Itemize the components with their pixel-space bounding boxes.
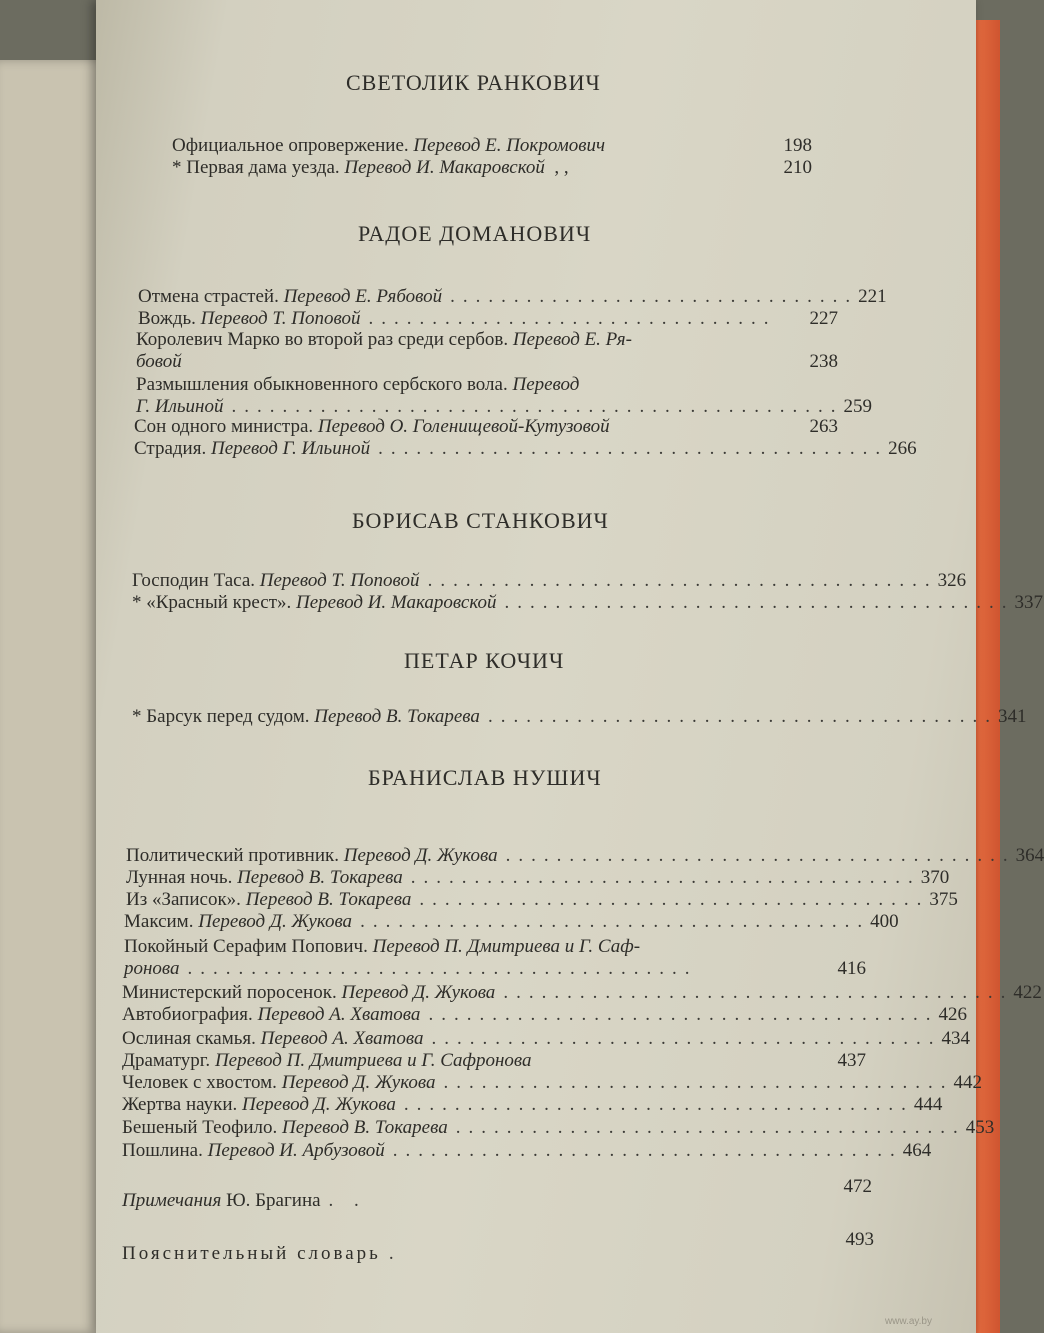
page-number: 238 — [809, 351, 838, 372]
page-number: 326 — [937, 570, 967, 591]
page-number: 464 — [902, 1140, 932, 1161]
left-page-edge — [0, 60, 110, 1333]
toc-entry: Автобиография. Перевод А. Хватова ........................................ 426 — [122, 1004, 967, 1025]
toc-entry: Максим. Перевод Д. Жукова ........................................ 400 — [124, 911, 899, 932]
toc-entry: Отмена страстей. Перевод Е. Рябовой ................................ 221 — [138, 286, 887, 307]
page-number: 210 — [783, 157, 812, 178]
page-number: 259 — [843, 396, 872, 417]
section-title: СВЕТОЛИК РАНКОВИЧ — [346, 70, 601, 95]
section-title: ПЕТАР КОЧИЧ — [404, 648, 565, 673]
page-number: 426 — [938, 1004, 967, 1025]
page-number: 416 — [837, 958, 866, 979]
toc-entry: Пошлина. Перевод И. Арбузовой ........................................ 464 — [122, 1140, 932, 1161]
toc-entry: Человек с хвостом. Перевод Д. Жукова ........................................ 442 — [122, 1072, 983, 1093]
toc-entry: Господин Таса. Перевод Т. Поповой ........................................ 326 — [132, 570, 967, 591]
page-number: 437 — [837, 1050, 866, 1071]
toc-entry: * Первая дама уезда. Перевод И. Макаровской , , 210 — [172, 157, 812, 178]
toc-entry: Жертва науки. Перевод Д. Жукова ........................................ 444 — [122, 1094, 943, 1115]
table-of-contents-page — [96, 0, 1044, 1333]
page-number: 370 — [920, 867, 950, 888]
toc-entry: Страдия. Перевод Г. Ильиной ........................................ 266 — [134, 438, 917, 459]
toc-entry: Министерский поросенок. Перевод Д. Жукова ........................................ 422 — [122, 982, 1042, 1003]
page-number: 375 — [929, 889, 958, 910]
page-number: 434 — [941, 1028, 971, 1049]
page-number: 364 — [1015, 845, 1044, 866]
watermark: www.ay.by — [884, 1316, 932, 1327]
page-number: 337 — [1014, 592, 1043, 613]
toc-entry: Политический противник. Перевод Д. Жукова ........................................ 364 — [126, 845, 1044, 866]
page-number: 422 — [1013, 982, 1042, 1003]
page-number: 442 — [953, 1072, 983, 1093]
page-number: 263 — [809, 416, 838, 437]
page-number: 400 — [870, 911, 899, 932]
page-number: 198 — [783, 135, 812, 156]
notes-entry: Примечания Ю. Брагина . . 472 — [122, 1176, 872, 1211]
toc-entry: Официальное опровержение. Перевод Е. Покромович 198 — [172, 135, 812, 156]
toc-entry: Драматург. Перевод П. Дмитриева и Г. Сафронова 437 — [122, 1050, 866, 1071]
toc-entry: * «Красный крест». Перевод И. Макаровской ........................................ 337 — [132, 592, 1043, 613]
page-number: 472 — [843, 1176, 872, 1197]
toc-entry: Королевич Марко во второй раз среди сербов. Перевод Е. Ря- бовой 238 — [136, 329, 838, 372]
toc-entry: Из «Записок». Перевод В. Токарева ........................................ 375 — [126, 889, 958, 910]
section-title: БОРИСАВ СТАНКОВИЧ — [352, 508, 609, 533]
page-number: 227 — [809, 308, 838, 329]
toc-entry: Покойный Серафим Попович. Перевод П. Дмитриева и Г. Саф- ронова ........................................ 416 — [124, 936, 866, 979]
toc-entry: Размышления обыкновенного сербского вола. Перевод Г. Ильиной ................................................ 259 — [136, 374, 872, 417]
section-title: РАДОЕ ДОМАНОВИЧ — [358, 221, 592, 246]
toc-entry: Лунная ночь. Перевод В. Токарева ........................................ 370 — [126, 867, 950, 888]
page-number: 453 — [965, 1117, 995, 1138]
page-number: 341 — [997, 706, 1027, 727]
page-number: 444 — [913, 1094, 943, 1115]
toc-entry: Бешеный Теофило. Перевод В. Токарева ........................................ 453 — [122, 1117, 995, 1138]
page-number: 493 — [845, 1229, 874, 1250]
dot-leader: , , — [554, 157, 569, 178]
toc-entry: * Барсук перед судом. Перевод В. Токарева ........................................ 341 — [132, 706, 1027, 727]
glossary-entry: Пояснительный словарь . 493 — [122, 1229, 874, 1264]
page-number: 221 — [858, 286, 887, 307]
page-number: 266 — [888, 438, 917, 459]
toc-entry: Ослиная скамья. Перевод А. Хватова ........................................ 434 — [122, 1028, 971, 1049]
toc-entry: Вождь. Перевод Т. Поповой ................................ 227 — [138, 308, 838, 329]
section-title: БРАНИСЛАВ НУШИЧ — [368, 765, 602, 790]
toc-entry: Сон одного министра. Перевод О. Голенищевой-Кутузовой 263 — [134, 416, 838, 437]
